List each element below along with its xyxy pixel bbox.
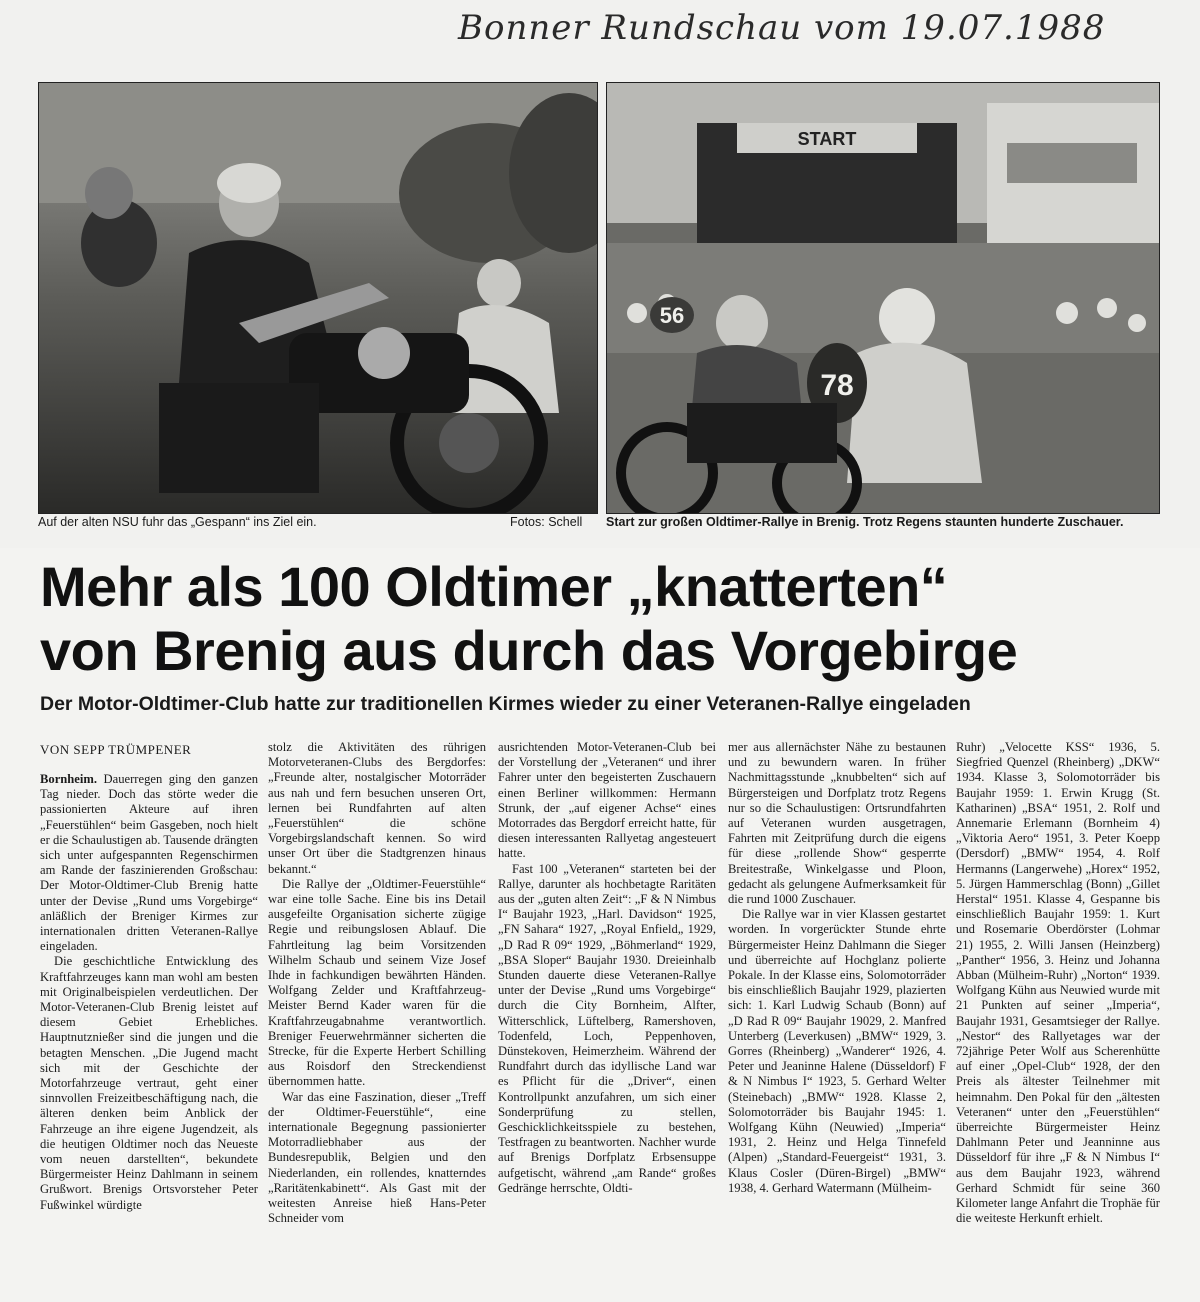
paragraph: Ruhr) „Velocette KSS“ 1936, 5. Siegfried Quenzel (Rheinberg) „DKW“ 1934. Klasse 3, Solomotorräder bis Baujahr 1959: 1. Erwin Krugg (St. Katharinen) „BSA“ 1951, 2. Rolf und Annemarie Erlemann (Bornheim 4) „Viktoria Aero“ 1951, 3. Peter Koepp (Dersdorf) „BMW“ 1954, 4. Rolf Hermanns (Langerwehe) „Horex“ 1952, 5. Jürgen Hammerschlag (Bonn) „Gillet Herstal“ 1951. Klasse 4, Gespanne bis einschließlich Baujahr 1959: 1. Kurt und Rosemarie Oberdörster (Lohmar 21) 1955, 2. Willi Jansen (Heinzberg) „Panther“ 1956, 3. Heinz und Johanna Abban (Mülheim-Ruhr) „Norton“ 1939. Wolfgang Kühn aus Neuwied wurde mit 21 Punkten auf seiner „Imperia“, Baujahr 1931, Gesamtsieger der Rallye. „Nestor“ des Rallyetages war der 72jährige Peter Wolf aus Scherenhütte auf einer „Opel-Club“ 1928, der den Preis als ältester Teilnehmer mit heimnahm. Den Pokal für den „ältesten Veteranen“ unter den „Feuerstühlen“ überreichte Bürgermeister Heinz Dahlmann Peter und Jeanninne aus Düsseldorf für ihre „F & N Nimbus I“ aus dem Baujahr 1923, während Gerhard Schmidt für seine 360 Kilometer lange Anfahrt die Trophäe für die weiteste Herkunft erhielt.	[956, 740, 1160, 1226]
paragraph: Die Rallye der „Oldtimer-Feuerstühle“ war eine tolle Sache. Eine bis ins Detail ausgefeilte Organisation sicherte zügige Regie und reibungslosen Ablauf. Die Fahrtleitung lag beim Vorsitzenden Wilhelm Schaub und seinem Vize Josef Ihde in fachkundigen bewährten Händen. Wolfgang Zelder und Kraftfahrzeug-Meister Bernd Kader waren für die Kraftfahrzeugabnahme verantwortlich. Breniger Feuerwehrmänner sicherten die Strecke, für die Experte Herbert Schilling aus Roisdorf den Streckendienst übernommen hatte.	[268, 876, 486, 1089]
paragraph: ausrichtenden Motor-Veteranen-Club bei der Vorstellung der „Veteranen“ und ihrer Fahrer unter den begeisterten Zuschauern einen Berliner willkommen: Hermann Strunk, der „auf eigener Achse“ eines Motorrades das Bergdorf erreicht hatte, für diesen interessanten Rallyetag angesteuert hatte.	[498, 740, 716, 861]
headline-line-2: von Brenig aus durch das Vorgebirge	[40, 619, 1018, 682]
left-photo-caption: Auf der alten NSU fuhr das „Gespann“ ins Ziel ein.	[38, 515, 317, 529]
article-column-4	[728, 740, 946, 1292]
paragraph: stolz die Aktivitäten des rührigen Motorveteranen-Clubs des Bergdorfes: „Freunde alter, nostalgischer Motorräder aus nah und fern besuchen unseren Ort, lernen bei Rundfahrten auf alten „Feuerstühlen“ die schöne Vorgebirgslandschaft kennen. So wird unser Ort über die Stadtgrenzen hinaus bekannt.“	[268, 740, 486, 876]
right-photo-caption: Start zur großen Oldtimer-Rallye in Brenig. Trotz Regens staunten hunderte Zuschauer.	[606, 515, 1124, 529]
headline-line-1: Mehr als 100 Oldtimer „knatterten“	[40, 555, 948, 618]
photo-credit: Fotos: Schell	[510, 515, 583, 529]
article-byline: VON SEPP TRÜMPENER	[40, 742, 192, 757]
article-subhead: Der Motor-Oldtimer-Club hatte zur traditionellen Kirmes wieder zu einer Veteranen-Rallye eingeladen	[40, 693, 971, 715]
photo-rallye-start	[606, 82, 1160, 514]
handwritten-source-note: Bonner Rundschau vom 19.07.1988	[458, 8, 1106, 48]
article-column-3	[498, 740, 716, 1292]
article-column-1	[40, 772, 258, 1292]
rally-number-56: 56	[659, 303, 685, 328]
paragraph: Die Rallye war in vier Klassen gestartet worden. In vorgerückter Stunde ehrte Bürgermeister Heinz Dahlmann die Sieger und überreichte auf Hochglanz polierte Pokale. In der Klasse eins, Solomotorräder bis einschließlich Baujahr 1929, plazierten sich: 1. Karl Ludwig Schaub (Bonn) auf „D Rad R 09“ Baujahr 19029, 2. Manfred Unterberg (Leverkusen) „BMW“ 1929, 3. Gorres (Rheinberg) „Wanderer“ 1926, 4. Peter und Jeaninne Halene (Düsseldorf) F & N Nimbus I“ 1923, 5. Gerhard Welter (Steinebach) „BMW“ 1928. Klasse 2, Solomotorräder bis Baujahr 1945: 1. Wolfgang Kühn (Neuwied) „Imperia“ 1931, 2. Heinz und Helga Tinnefeld (Alpen) „Standard-Feuergeist“ 1931, 3. Klaus Cosler (Düren-Birgel) „BMW“ 1938, 4. Gerhard Watermann (Mülheim-	[728, 907, 946, 1195]
paragraph: War das eine Faszination, dieser „Treff der Oldtimer-Feuerstühle“, eine internationale Begegnung passionierter Motorradliebhaber aus der Bundesrepublik, Belgien und den Niederlanden, ein rollendes, knatterndes „Raritätenkabinett“. Als Gast mit der weitesten Anreise hieß Hans-Peter Schneider vom	[268, 1089, 486, 1226]
article-column-5	[956, 740, 1160, 1292]
photo-nsu-sidecar	[38, 82, 598, 514]
paragraph	[40, 772, 258, 954]
dateline: Bornheim.	[40, 772, 98, 786]
start-sign: START	[797, 129, 857, 149]
article-column-2	[268, 740, 486, 1292]
article-headline	[40, 555, 1160, 683]
paragraph: mer aus allernächster Nähe zu bestaunen und zu bewundern waren. In früher Nachmittagsstunde „knubbelten“ sich auf Bürgersteigen und Dorfplatz trotz Regens nur so die Schaulustigen: Ortsrundfahrten auf Veteranen wurden ausgetragen, Fahrten mit Zeitprüfung durch die eigens für diese „rollende Show“ gesperrte Breitestraße, Winkelgasse und Ploon, gedacht als gelungene Aufmerksamkeit für die rund 1000 Zuschauer.	[728, 740, 946, 907]
rally-number-78: 78	[820, 369, 854, 402]
paragraph: Fast 100 „Veteranen“ starteten bei der Rallye, darunter als hochbetagte Raritäten aus der „guten alten Zeit“: „F & N Nimbus I“ Baujahr 1923, „Harl. Davidson“ 1925, „FN Sahara“ 1927, „Royal Enfield„ 1929, „D Rad R 09“ 1929, „Böhmerland“ 1929, „BSA Sloper“ Baujahr 1930. Dreieinhalb Stunden dauerte diese Veteranen-Rallye unter der Devise „Rund ums Vorgebirge“ durch die City Bornheim, Alfter, Witterschlick, Lüftelberg, Ramershoven, Todenfeld, Loch, Peppenhoven, Dünstekoven, Heimerzheim. Während der Rundfahrt durch das idyllische Land war es Pflicht für die „Driver“, einen Kontrollpunkt anzufahren, um sich einer Sonderprüfung zu stellen, Geschicklichkeitsspiele zu bestehen, Testfragen zu beantworten. Nachher wurde auf Brenigs Dorfplatz Erbsensuppe aufgetischt, während „am Rande“ großes Gedränge herrschte, Oldti-	[498, 861, 716, 1195]
paragraph-text: Dauerregen ging den ganzen Tag nieder. Doch das störte weder die passionierten Akteure auf ihren „Feuerstühlen“ beim Gasgeben, noch hielt er die Schaulustigen ab. Tausende drängten sich unter aufgespannten Regenschirmen am Rande der faszinierenden Großschau: Der Motor-Oldtimer-Club Brenig hatte unter der Devise „Rund ums Vorgebirge“ anläßlich der Breniger Kirmes zur internationalen dritten Veteranen-Rallye eingeladen.	[40, 772, 258, 954]
paragraph: Die geschichtliche Entwicklung des Kraftfahrzeuges kann man wohl am besten mit Originalbeispielen verdeutlichen. Der Motor-Veteranen-Club Brenig leistet auf diesem Gebiet Erhebliches. Hauptnutznießer sind die jungen und die betagten Menschen. „Die Jugend macht sich mit der Geschichte der Motorfahrzeuge vertraut, geht einer sinnvollen Freizeitbeschäftigung nach, die älteren denken beim Anblick der Fahrzeuge an ihre eigene Jugendzeit, als die heutigen Oldtimer noch das Neueste vom neuen darstellten“, bekundete Bürgermeister Heinz Dahlmann in seinem Grußwort. Brenigs Ortsvorsteher Peter Fußwinkel würdigte	[40, 954, 258, 1212]
